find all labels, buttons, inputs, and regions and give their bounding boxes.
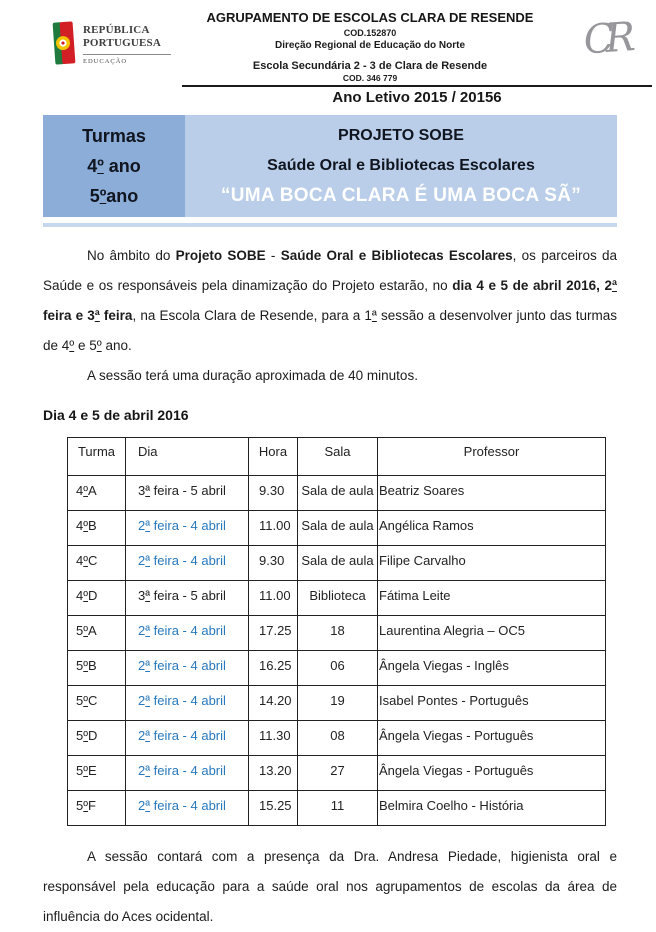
document-body [43, 241, 617, 932]
cell-sala: 19 [298, 686, 378, 721]
regional-direction: Direção Regional de Educação do Norte [274, 40, 466, 51]
cell-hora: 11.00 [249, 581, 298, 616]
cell-turma: 4ºB [68, 511, 126, 546]
cell-dia: 2ª feira - 4 abril [126, 791, 249, 826]
turmas-4-ano: 4º ano [87, 156, 141, 176]
cell-turma: 5ºE [68, 756, 126, 791]
cell-sala: 08 [298, 721, 378, 756]
cell-dia: 3ª feira - 5 abril [126, 581, 249, 616]
cell-turma: 5ºB [68, 651, 126, 686]
gov-logo-text [83, 24, 171, 50]
republica-portuguesa-logo [52, 20, 178, 66]
table-header-row [68, 438, 606, 476]
cell-hora: 9.30 [249, 546, 298, 581]
table-row [68, 476, 606, 511]
cell-professor: Laurentina Alegria – OC5 [378, 616, 606, 651]
school-year: Ano Letivo 2015 / 20156 [332, 89, 502, 106]
cell-turma: 4ºC [68, 546, 126, 581]
cell-dia: 3ª feira - 5 abril [126, 476, 249, 511]
school-group-code: COD.152870 [343, 28, 397, 38]
cell-dia: 2ª feira - 4 abril [126, 686, 249, 721]
cell-dia: 2ª feira - 4 abril [126, 616, 249, 651]
cell-hora: 16.25 [249, 651, 298, 686]
table-row [68, 756, 606, 791]
cell-turma: 5ºD [68, 721, 126, 756]
project-slogan: “UMA BOCA CLARA É UMA BOCA SÃ” [220, 185, 582, 206]
cell-professor: Beatriz Soares [378, 476, 606, 511]
cell-dia: 2ª feira - 4 abril [126, 756, 249, 791]
cell-dia: 2ª feira - 4 abril [126, 721, 249, 756]
project-subtitle: Saúde Oral e Bibliotecas Escolares [267, 157, 535, 174]
column-header-hora: Hora [249, 438, 298, 476]
schedule-table [67, 437, 606, 826]
column-header-professor: Professor [378, 438, 606, 476]
portugal-flag-icon [52, 20, 76, 66]
cell-professor: Isabel Pontes - Português [378, 686, 606, 721]
schedule-table-body [68, 476, 606, 826]
cell-turma: 4ºD [68, 581, 126, 616]
table-row [68, 791, 606, 826]
table-row [68, 546, 606, 581]
cell-professor: Ângela Viegas - Português [378, 721, 606, 756]
cell-professor: Fátima Leite [378, 581, 606, 616]
cell-dia: 2ª feira - 4 abril [126, 546, 249, 581]
header-rule [182, 85, 652, 107]
cell-sala: Biblioteca [298, 581, 378, 616]
cell-professor: Ângela Viegas - Inglês [378, 651, 606, 686]
column-header-dia: Dia [126, 438, 249, 476]
cell-professor: Ângela Viegas - Português [378, 756, 606, 791]
cell-turma: 5ºA [68, 616, 126, 651]
schedule-table-header [68, 438, 606, 476]
cell-turma: 4ºA [68, 476, 126, 511]
document-header [0, 0, 656, 107]
cell-professor: Belmira Coelho - História [378, 791, 606, 826]
cell-hora: 15.25 [249, 791, 298, 826]
project-banner [43, 115, 617, 217]
table-row [68, 511, 606, 546]
cell-hora: 11.30 [249, 721, 298, 756]
cell-hora: 14.20 [249, 686, 298, 721]
project-title: PROJETO SOBE [338, 127, 464, 144]
cell-sala: Sala de aula [298, 476, 378, 511]
intro-paragraph: No âmbito do Projeto SOBE - Saúde Oral e Bibliotecas Escolares, os parceiros da Saúde e os responsáveis pela dinamização do Projeto estarão, no dia 4 e 5 de abril 2016, 2ª feira e 3ª feira, na Escola Clara de Resende, para a 1ª sessão a desenvolver junto das turmas de 4º e 5º ano. [43, 248, 618, 353]
school-code: COD. 346 779 [342, 73, 398, 83]
duration-paragraph: A sessão terá uma duração aproximada de 40 minutos. [87, 368, 418, 383]
cell-dia: 2ª feira - 4 abril [126, 651, 249, 686]
cell-hora: 9.30 [249, 476, 298, 511]
gov-logo-divider [83, 54, 171, 55]
cell-dia: 2ª feira - 4 abril [126, 511, 249, 546]
table-row [68, 686, 606, 721]
banner-shadow [43, 223, 617, 227]
cell-professor: Filipe Carvalho [378, 546, 606, 581]
cell-sala: 18 [298, 616, 378, 651]
cell-hora: 13.20 [249, 756, 298, 791]
cell-sala: 06 [298, 651, 378, 686]
cell-hora: 11.00 [249, 511, 298, 546]
cell-professor: Angélica Ramos [378, 511, 606, 546]
turmas-box [43, 115, 185, 217]
school-name: Escola Secundária 2 - 3 de Clara de Resende [252, 60, 488, 72]
cell-turma: 5ºF [68, 791, 126, 826]
column-header-sala: Sala [298, 438, 378, 476]
schedule-heading: Dia 4 e 5 de abril 2016 [43, 407, 189, 423]
cell-sala: Sala de aula [298, 511, 378, 546]
school-group-title: AGRUPAMENTO DE ESCOLAS CLARA DE RESENDE [206, 10, 534, 25]
table-row [68, 581, 606, 616]
turmas-5-ano: 5ºano [89, 186, 139, 206]
project-title-box [185, 115, 617, 217]
gov-logo-line1: REPÚBLICA [83, 24, 150, 36]
cr-monogram: CR [582, 14, 628, 64]
table-row [68, 721, 606, 756]
turmas-label: Turmas [82, 126, 146, 146]
footer-paragraph: A sessão contará com a presença da Dra. Andresa Piedade, higienista oral e responsável pela educação para a saúde oral nos agrupamentos de escolas da área de influência do Aces ocidental. [43, 849, 617, 924]
cell-sala: Sala de aula [298, 546, 378, 581]
table-row [68, 616, 606, 651]
cell-sala: 11 [298, 791, 378, 826]
gov-logo-line2: PORTUGUESA [83, 37, 162, 49]
table-row [68, 651, 606, 686]
cell-turma: 5ºC [68, 686, 126, 721]
cell-sala: 27 [298, 756, 378, 791]
gov-logo-subtitle: EDUCAÇÃO [83, 58, 128, 65]
cell-hora: 17.25 [249, 616, 298, 651]
column-header-turma: Turma [68, 438, 126, 476]
